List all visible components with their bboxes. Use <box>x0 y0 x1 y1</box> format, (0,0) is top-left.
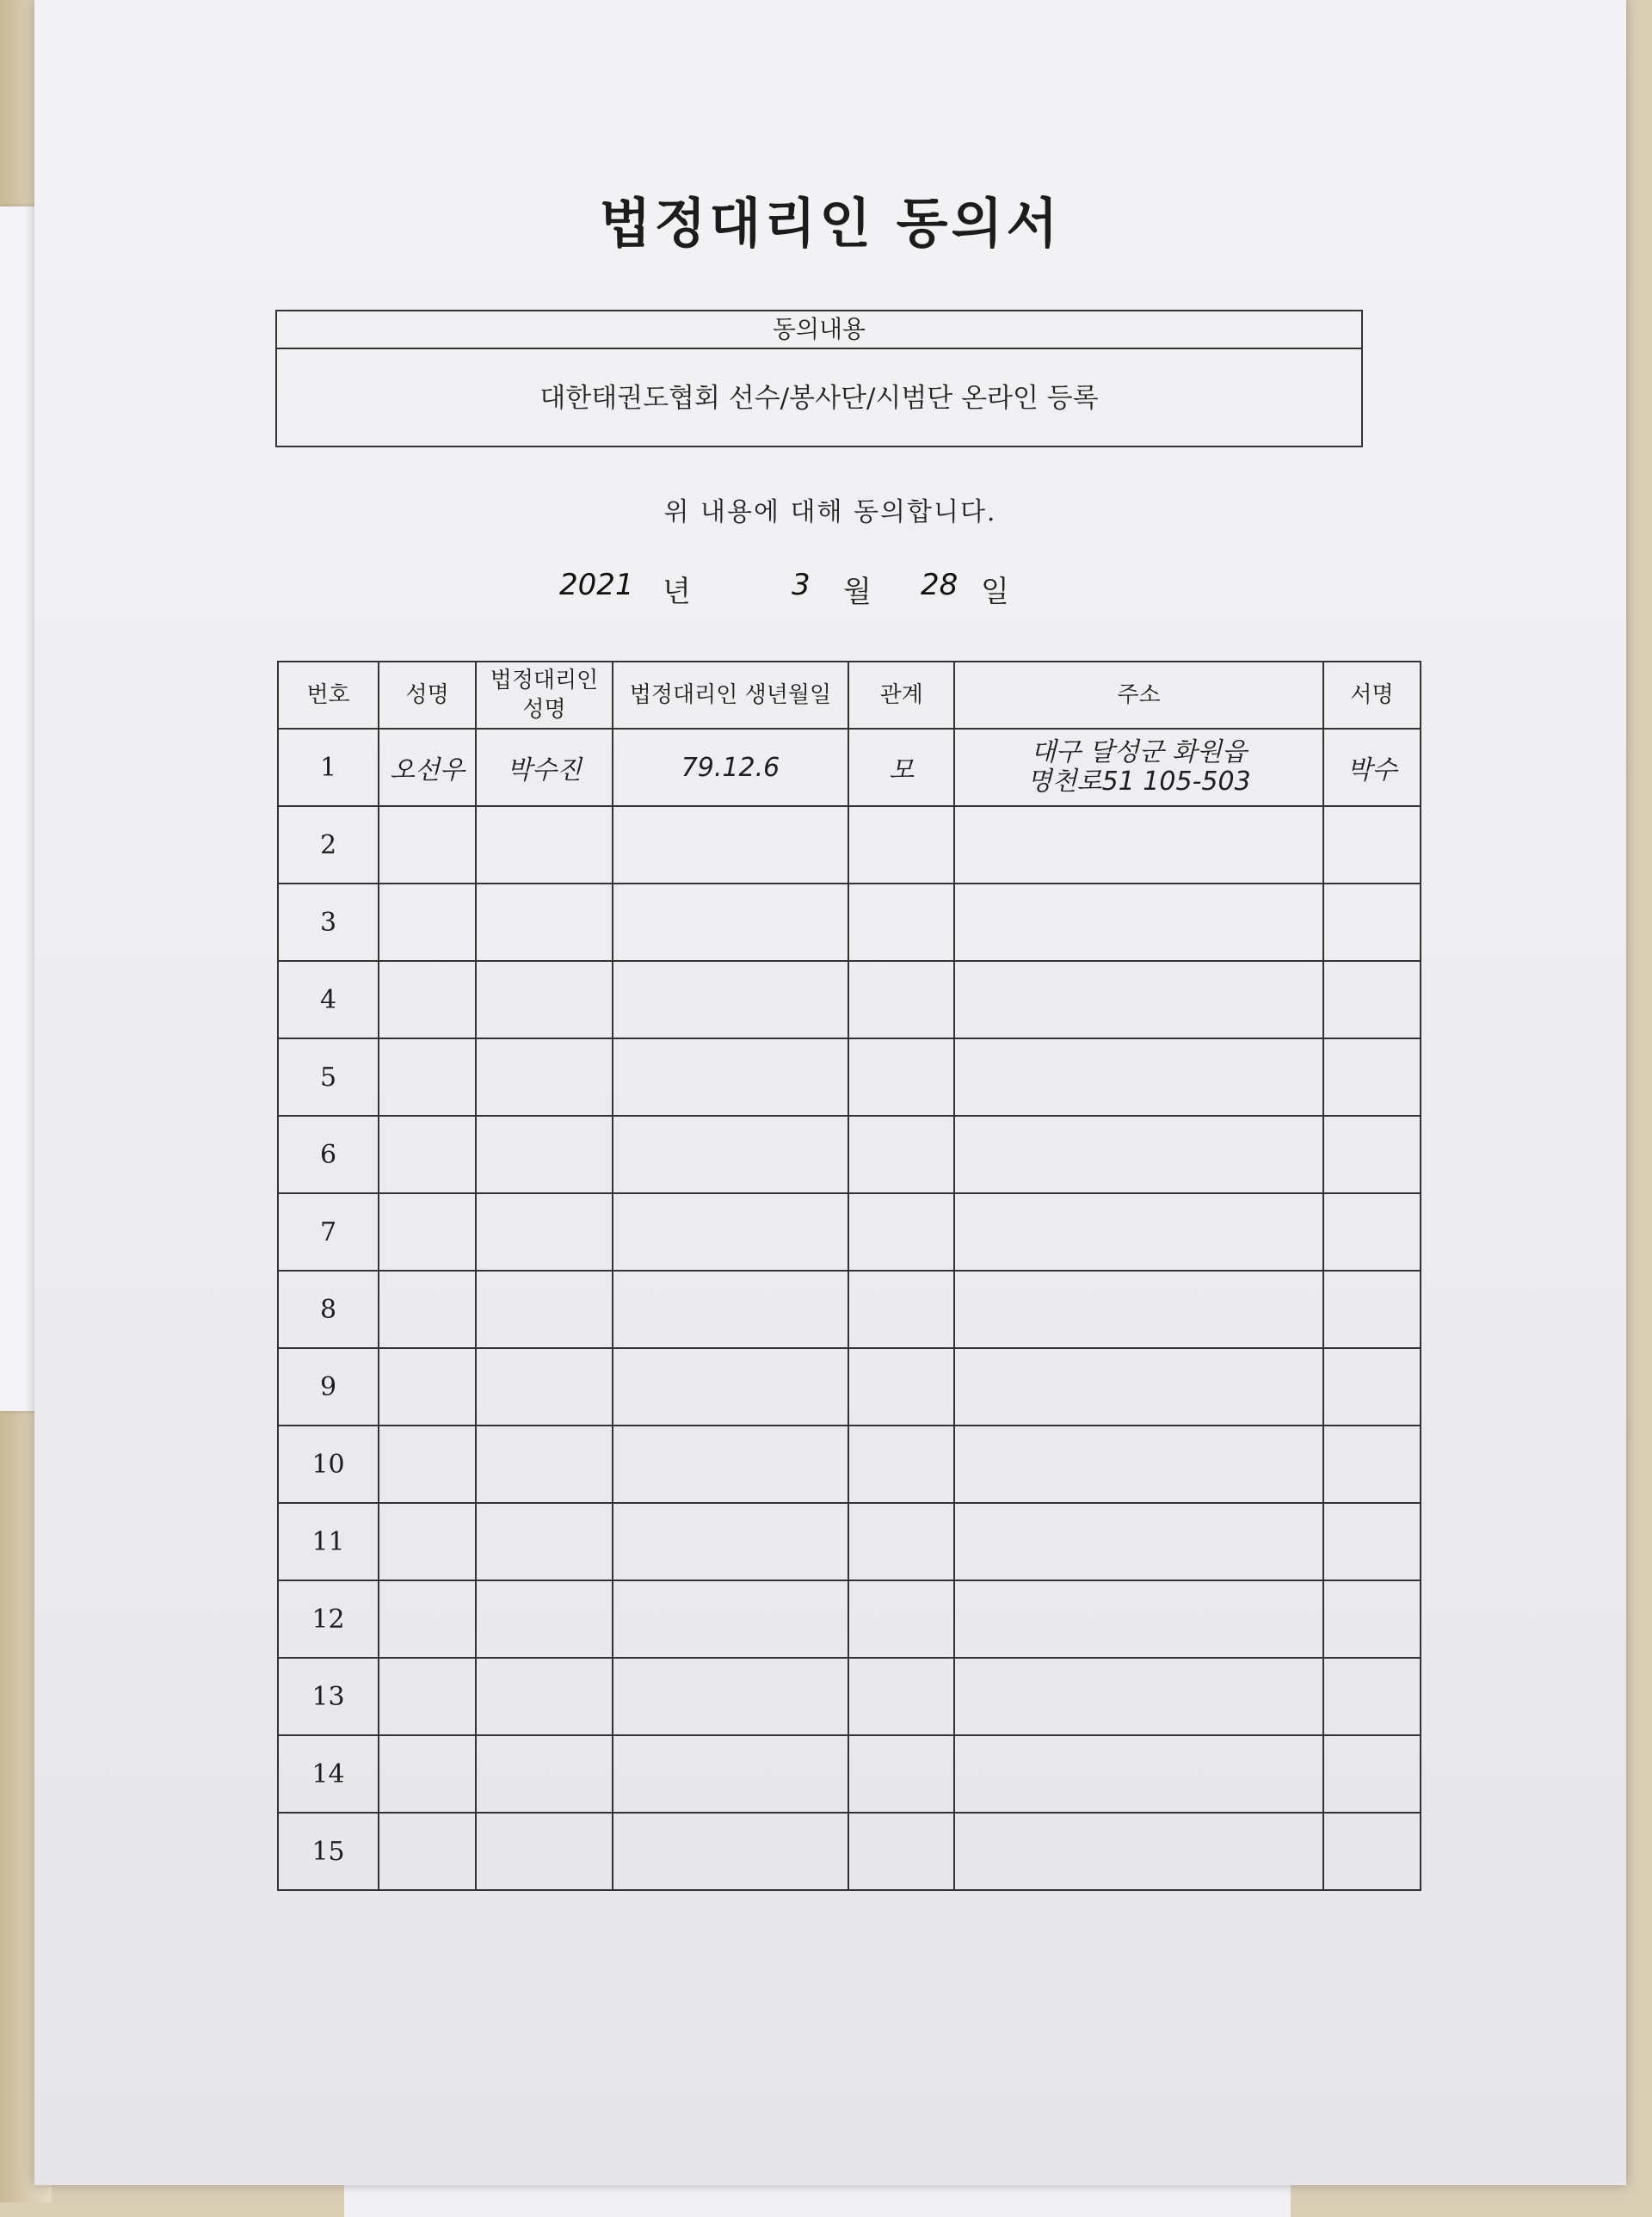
consent-content-box <box>275 310 1363 447</box>
empty-cell <box>613 1116 848 1193</box>
empty-cell <box>476 1503 613 1580</box>
agreement-statement: 위 내용에 대해 동의합니다. <box>663 497 997 527</box>
empty-cell <box>954 1580 1323 1658</box>
row-number: 13 <box>278 1658 379 1735</box>
empty-cell <box>848 1038 954 1116</box>
empty-cell <box>379 884 476 961</box>
empty-cell <box>379 1193 476 1271</box>
row-number: 9 <box>278 1348 379 1426</box>
empty-cell <box>954 1503 1323 1580</box>
empty-cell <box>613 1038 848 1116</box>
empty-cell <box>1323 1193 1421 1271</box>
empty-cell <box>848 1658 954 1735</box>
empty-cell <box>613 1271 848 1348</box>
empty-cell <box>1323 884 1421 961</box>
empty-cell <box>848 884 954 961</box>
empty-cell <box>954 1735 1323 1813</box>
empty-cell <box>613 1193 848 1271</box>
empty-cell <box>613 1735 848 1813</box>
row-number: 8 <box>278 1271 379 1348</box>
table-row <box>278 1348 1421 1426</box>
empty-cell <box>613 806 848 884</box>
empty-cell <box>848 1116 954 1193</box>
table-row <box>278 806 1421 884</box>
empty-cell <box>613 1580 848 1658</box>
empty-cell <box>613 961 848 1038</box>
table-row <box>278 1426 1421 1503</box>
empty-cell <box>848 1503 954 1580</box>
empty-cell <box>848 1735 954 1813</box>
empty-cell <box>613 1348 848 1426</box>
consent-form-sheet <box>34 0 1626 2185</box>
empty-cell <box>379 1271 476 1348</box>
row-number: 15 <box>278 1813 379 1890</box>
document-title: 법정대리인 동의서 <box>599 192 1062 255</box>
empty-cell <box>954 884 1323 961</box>
table-row <box>278 1735 1421 1813</box>
empty-cell <box>848 1271 954 1348</box>
col-header-signature: 서명 <box>1323 662 1421 729</box>
empty-cell <box>954 1193 1323 1271</box>
table-row <box>278 1813 1421 1890</box>
empty-cell <box>476 1193 613 1271</box>
empty-cell <box>1323 1116 1421 1193</box>
row-number: 12 <box>278 1580 379 1658</box>
address-line-1: 대구 달성군 화원읍 <box>1031 737 1248 767</box>
row-number: 10 <box>278 1426 379 1503</box>
table-row <box>278 1580 1421 1658</box>
table-row <box>278 1193 1421 1271</box>
registration-table <box>277 661 1421 1891</box>
empty-cell <box>476 1658 613 1735</box>
empty-cell <box>379 1580 476 1658</box>
table-row <box>278 1658 1421 1735</box>
table-row <box>278 1503 1421 1580</box>
empty-cell <box>476 1116 613 1193</box>
empty-cell <box>1323 806 1421 884</box>
bottom-sheet-edge <box>344 2181 1291 2217</box>
empty-cell <box>379 1813 476 1890</box>
empty-cell <box>954 1038 1323 1116</box>
empty-cell <box>613 1426 848 1503</box>
empty-cell <box>954 806 1323 884</box>
row-number: 14 <box>278 1735 379 1813</box>
empty-cell <box>954 1426 1323 1503</box>
table-row <box>278 961 1421 1038</box>
student-name: 오선우 <box>379 729 476 806</box>
empty-cell <box>1323 1348 1421 1426</box>
table-row <box>278 1271 1421 1348</box>
date-day-unit: 일 <box>981 575 1009 609</box>
col-header-address: 주소 <box>954 662 1323 729</box>
table-row <box>278 884 1421 961</box>
table-row <box>278 1038 1421 1116</box>
table-row <box>278 729 1421 806</box>
col-header-relation: 관계 <box>848 662 954 729</box>
empty-cell <box>954 1116 1323 1193</box>
empty-cell <box>954 961 1323 1038</box>
empty-cell <box>476 961 613 1038</box>
empty-cell <box>848 806 954 884</box>
address-line-2: 명천로51 105-503 <box>1026 767 1251 797</box>
empty-cell <box>379 1116 476 1193</box>
row-number: 6 <box>278 1116 379 1193</box>
col-header-guardian-name: 법정대리인 성명 <box>476 662 613 729</box>
consent-content-body: 대한태권도협회 선수/봉사단/시범단 온라인 등록 <box>539 383 1099 414</box>
col-header-name: 성명 <box>379 662 476 729</box>
empty-cell <box>954 1348 1323 1426</box>
handwritten-signature: 박수 <box>1323 729 1421 806</box>
relation: 모 <box>848 729 954 806</box>
row-number: 4 <box>278 961 379 1038</box>
empty-cell <box>476 1813 613 1890</box>
empty-cell <box>848 961 954 1038</box>
empty-cell <box>1323 1503 1421 1580</box>
date-year: 2021 <box>559 568 634 602</box>
table-row <box>278 1116 1421 1193</box>
empty-cell <box>848 1426 954 1503</box>
empty-cell <box>1323 961 1421 1038</box>
empty-cell <box>379 1348 476 1426</box>
empty-cell <box>954 1271 1323 1348</box>
empty-cell <box>379 806 476 884</box>
date-year-unit: 년 <box>663 575 691 609</box>
empty-cell <box>476 1038 613 1116</box>
empty-cell <box>848 1813 954 1890</box>
row-number: 5 <box>278 1038 379 1116</box>
empty-cell <box>1323 1735 1421 1813</box>
row-number: 3 <box>278 884 379 961</box>
empty-cell <box>848 1348 954 1426</box>
empty-cell <box>1323 1813 1421 1890</box>
row-number: 7 <box>278 1193 379 1271</box>
empty-cell <box>379 1426 476 1503</box>
empty-cell <box>476 1735 613 1813</box>
date-month-unit: 월 <box>843 575 872 609</box>
table-header-row <box>278 662 1421 729</box>
empty-cell <box>379 1038 476 1116</box>
empty-cell <box>613 1658 848 1735</box>
date-month: 3 <box>792 568 811 602</box>
empty-cell <box>476 806 613 884</box>
empty-cell <box>476 1580 613 1658</box>
guardian-birthdate: 79.12.6 <box>613 729 848 806</box>
empty-cell <box>954 1658 1323 1735</box>
guardian-name: 박수진 <box>476 729 613 806</box>
empty-cell <box>379 961 476 1038</box>
consent-content-header: 동의내용 <box>277 311 1361 349</box>
empty-cell <box>1323 1038 1421 1116</box>
empty-cell <box>1323 1580 1421 1658</box>
empty-cell <box>613 1813 848 1890</box>
empty-cell <box>379 1503 476 1580</box>
empty-cell <box>613 1503 848 1580</box>
empty-cell <box>848 1193 954 1271</box>
empty-cell <box>379 1735 476 1813</box>
col-header-guardian-birthdate: 법정대리인 생년월일 <box>613 662 848 729</box>
empty-cell <box>1323 1271 1421 1348</box>
empty-cell <box>848 1580 954 1658</box>
empty-cell <box>476 1271 613 1348</box>
col-header-number: 번호 <box>278 662 379 729</box>
empty-cell <box>1323 1426 1421 1503</box>
date-day: 28 <box>921 568 959 602</box>
empty-cell <box>476 1348 613 1426</box>
row-number: 2 <box>278 806 379 884</box>
empty-cell <box>379 1658 476 1735</box>
empty-cell <box>613 884 848 961</box>
row-number: 1 <box>278 729 379 806</box>
empty-cell <box>476 1426 613 1503</box>
empty-cell <box>954 1813 1323 1890</box>
address <box>954 729 1323 806</box>
empty-cell <box>1323 1658 1421 1735</box>
empty-cell <box>476 884 613 961</box>
row-number: 11 <box>278 1503 379 1580</box>
